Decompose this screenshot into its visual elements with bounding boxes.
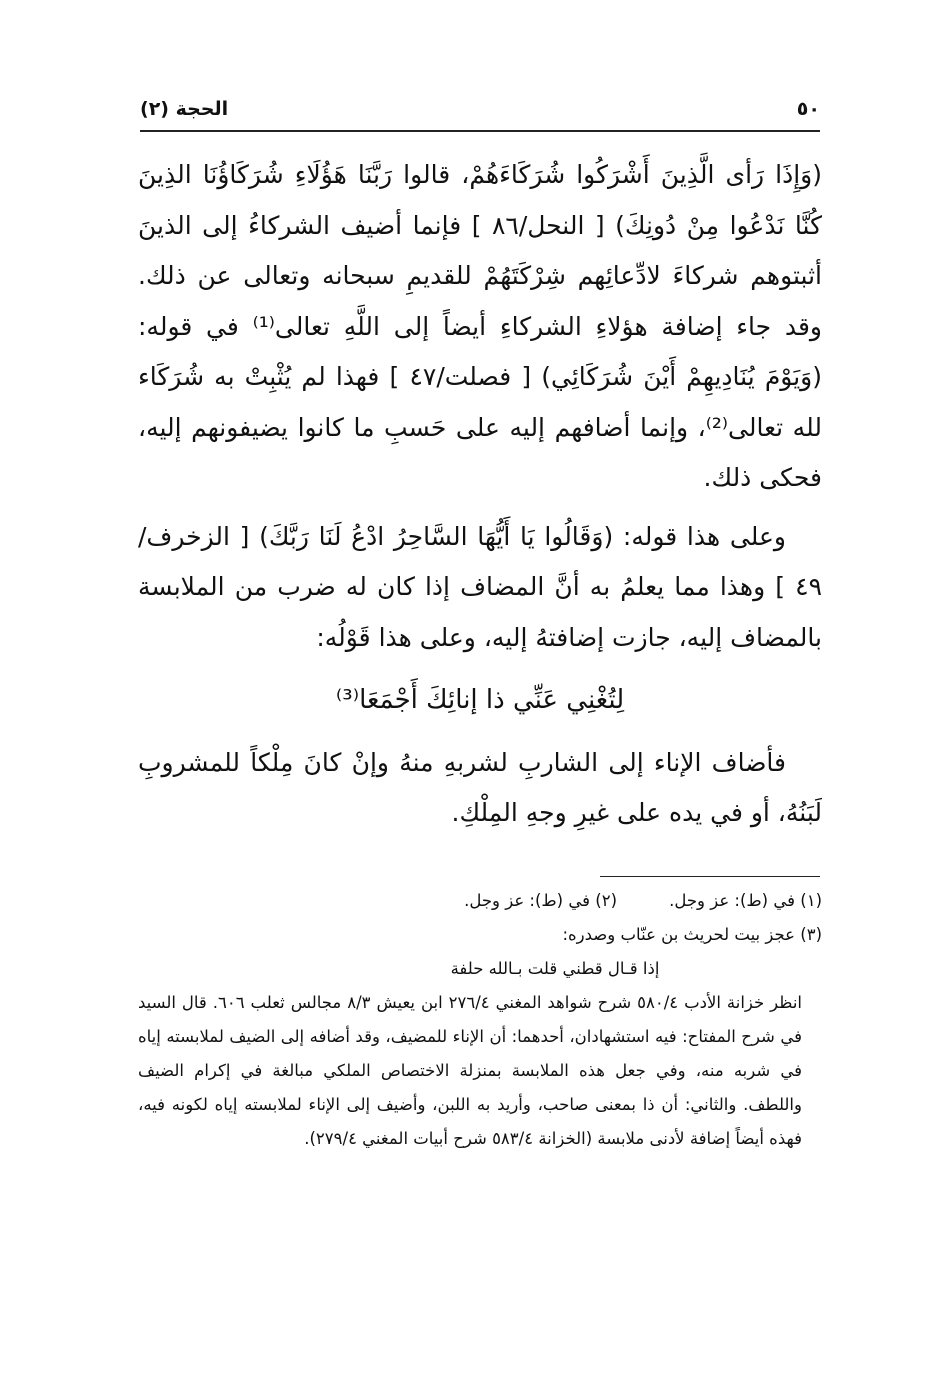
footnote-3-text: انظر خزانة الأدب ٥٨٠/٤ شرح شواهد المغني ٢٧٦/٤ ابن يعيش ٨/٣ مجالس ثعلب ٦٠٦. قال السيد في شرح المفتاح: فيه استشهادان، أحدهما: أن الإناء للمضيف، وقد أضافه إلى الضيف لملابسته إياه في شربه منه، وفي جعل هذه الملابسة بمنزلة الاختصاص الملكي مبالغة في إكرام الضيف واللطف. والثاني: أن ذا بمعنى صاحب، وأريد به اللبن، وأضيف إلى الإناء لملابسته إياه لكونه فيه، فهذه أيضاً إضافة لأدنى ملابسة (الخزانة ٥٨٣/٤ شرح أبيات المغني ٢٧٩/٤).: [138, 993, 802, 1148]
paragraph-2: وعلى هذا قوله: (وَقَالُوا يَا أَيُّهَا السَّاحِرُ ادْعُ لَنَا رَبَّكَ) [ الزخرف/٤٩ ] وهذا مما يعلمُ به أنَّ المضاف إذا كان له ضرب من الملابسة بالمضاف إليه، جازت إضافتهُ إليه، وعلى هذا قَوْلُه:: [138, 521, 822, 652]
footnote-1: (١) في (ط): عز وجل.: [669, 891, 822, 910]
paragraph-3: فأضاف الإناء إلى الشاربِ لشربهِ منهُ وإنْ كانَ مِلْكاً للمشروبِ لَبَنُهُ، أو في يده على غيرِ وجهِ المِلْكِ.: [138, 747, 822, 827]
running-title: الحجة (٢): [140, 98, 229, 120]
footnotes: [138, 884, 822, 1156]
footnote-3-intro: (٣) عجز بيت لحريث بن عنّاب وصدره:: [562, 925, 822, 944]
header-rule: [140, 130, 820, 132]
footnote-3-verse: إذا قـال قطني قلت بـالله حلفة: [450, 959, 660, 978]
page-number: ٥٠: [796, 98, 820, 120]
main-text: [138, 150, 822, 839]
paragraph-1: (وَإِذَا رَأى الَّذِينَ أَشْرَكُوا شُرَكَاءَهُمْ، قالوا رَبَّنَا هَؤُلَاءِ شُرَكَاؤُنَا الذِينَ كُنَّا نَدْعُوا مِنْ دُونِكَ) [ النحل/٨٦ ] فإنما أضيف الشركاءُ إلى الذينَ أثبتوهم شركاءَ لادِّعائِهم شِرْكَتَهُمْ للقديمِ سبحانه وتعالى عن ذلك. وقد جاء إضافة هؤلاءِ الشركاءِ أيضاً إلى اللَّهِ تعالى⁽¹⁾ في قوله: (وَيَوْمَ يُنَادِيهِمْ أَيْنَ شُرَكَائِي) [ فصلت/٤٧ ] فهذا لم يُثْبِتْ به شُرَكَاء لله تعالى⁽²⁾، وإنما أضافهم إليه على حَسبِ ما كانوا يضيفونهم إليه، فحكى ذلك.: [138, 160, 823, 492]
page-header: [140, 92, 820, 126]
footnote-2: (٢) في (ط): عز وجل.: [464, 891, 617, 910]
verse-line: لِتُغْنِي عَنِّي ذا إنائِكَ أَجْمَعَا⁽³⁾: [335, 685, 625, 715]
footnote-rule: [600, 876, 820, 877]
footnote-row-1-2: [138, 884, 822, 918]
